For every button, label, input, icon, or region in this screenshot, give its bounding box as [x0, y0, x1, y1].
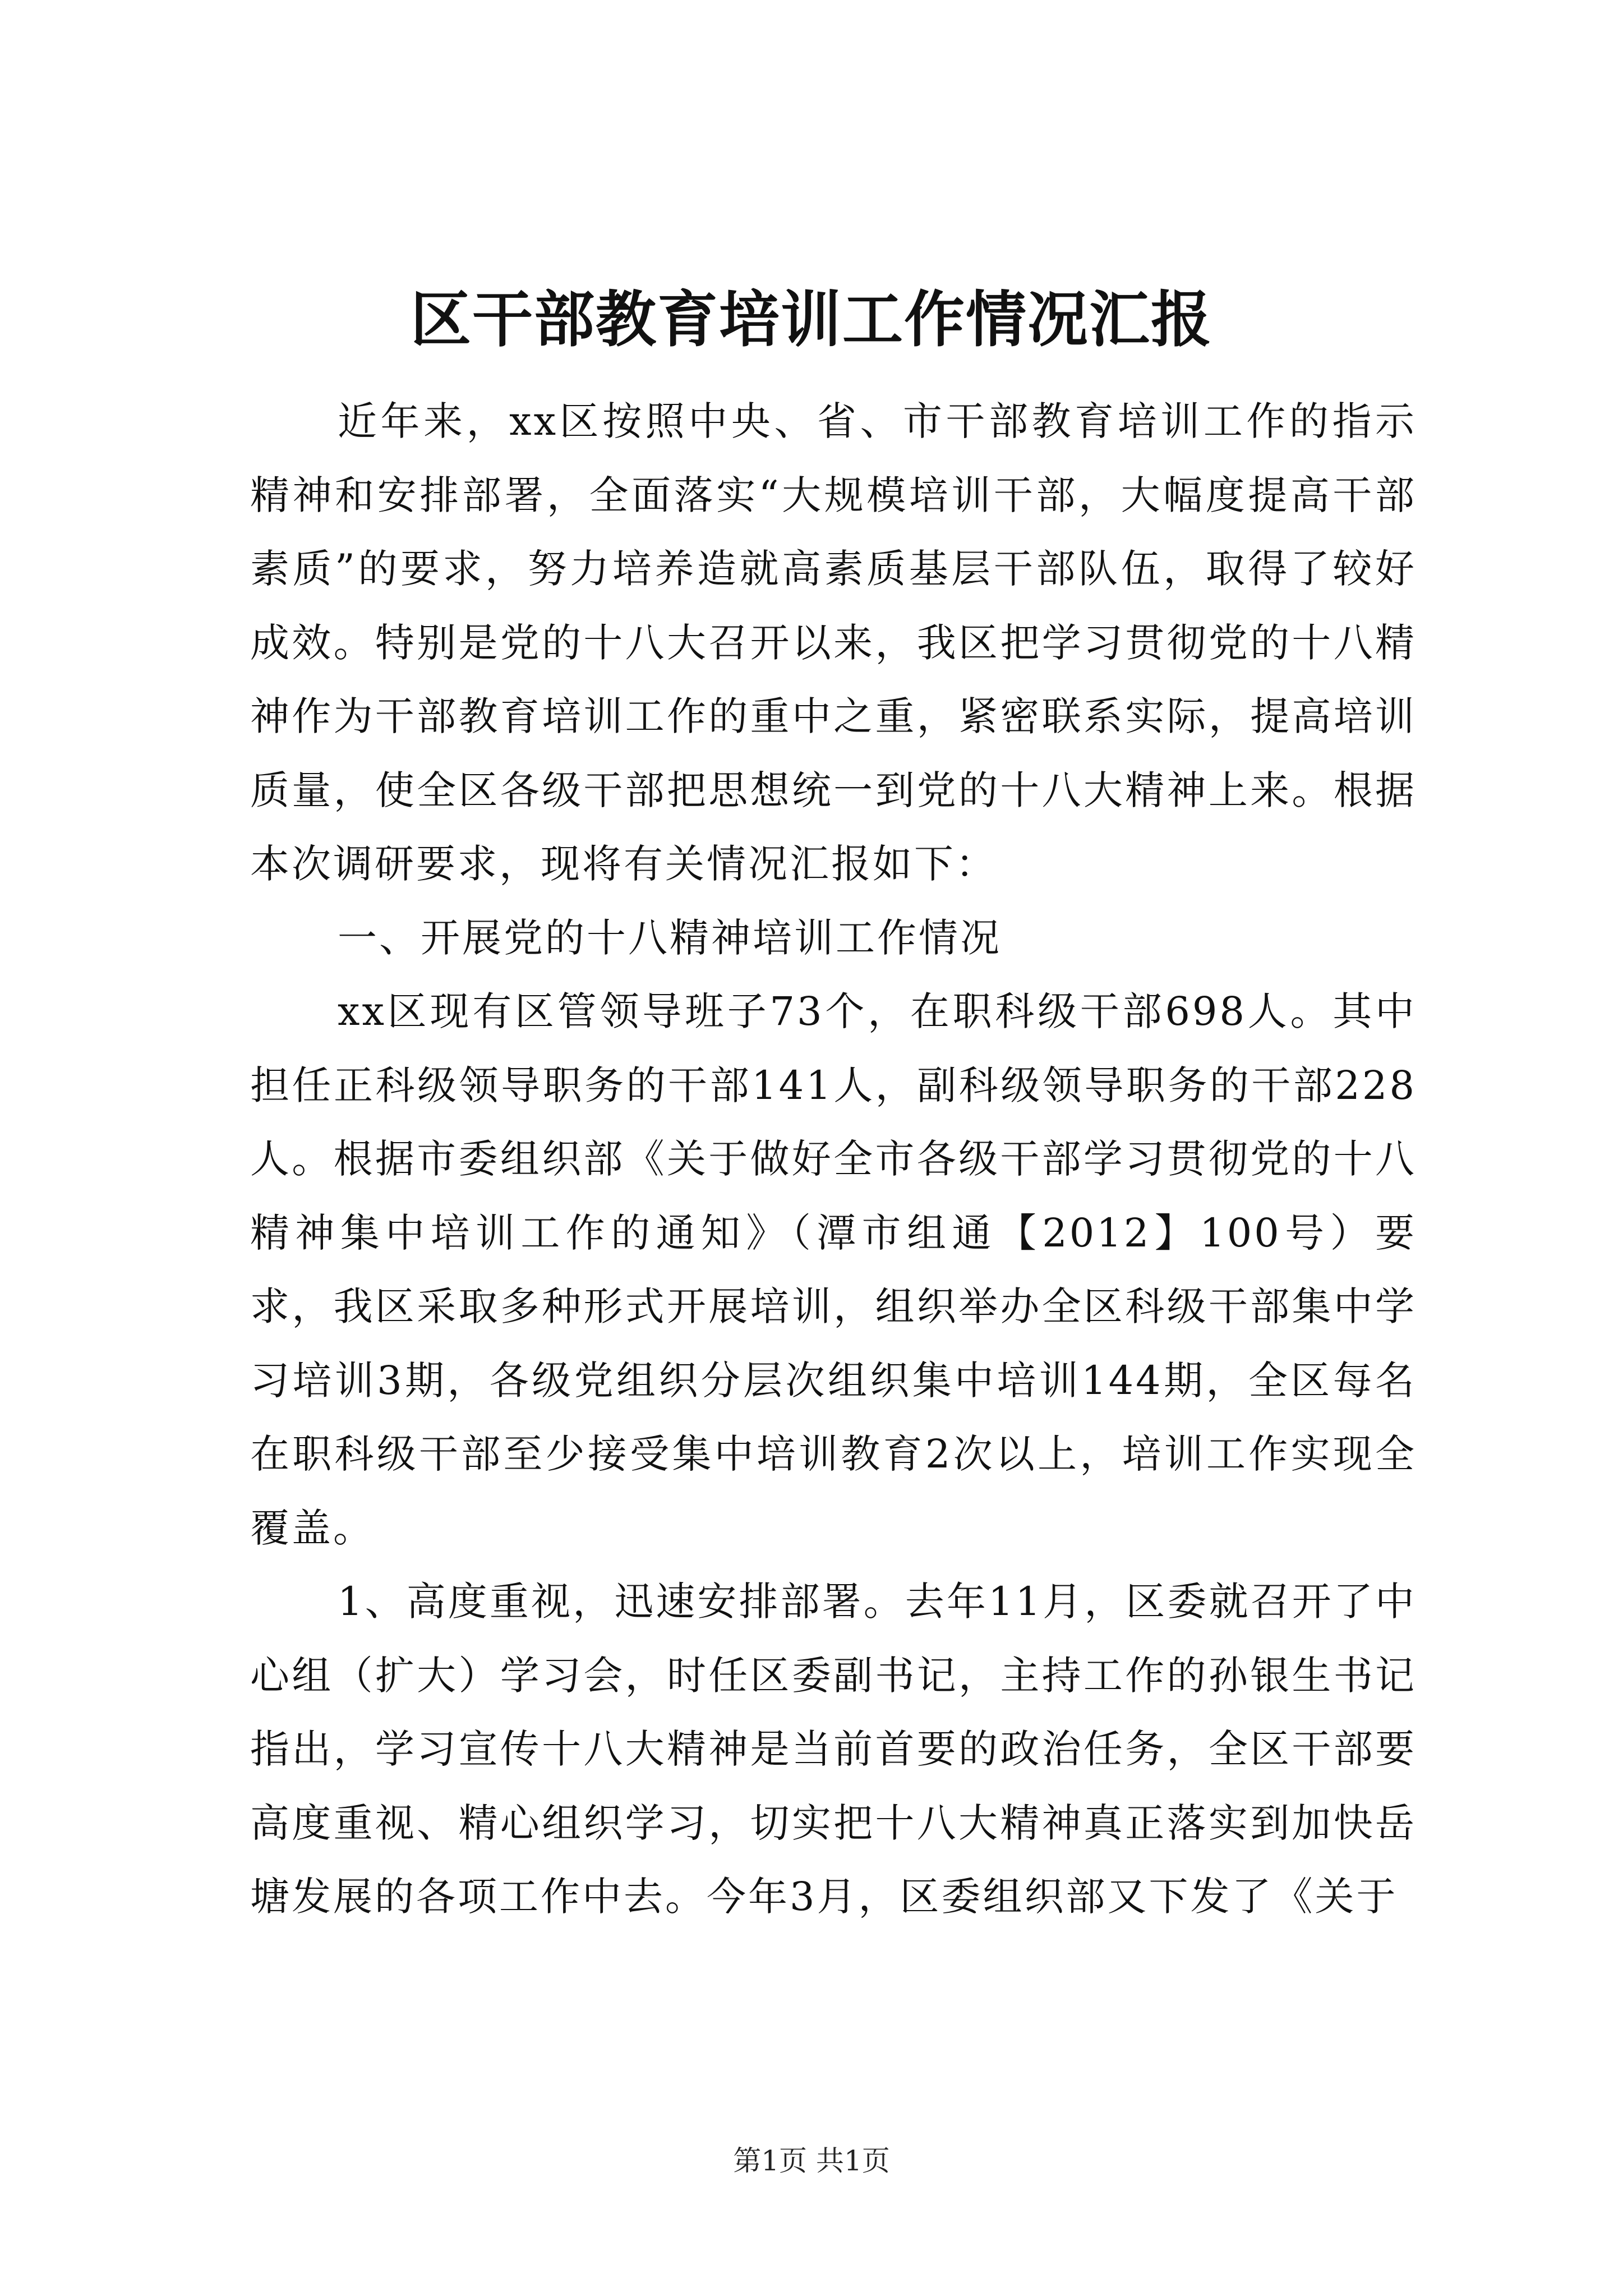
section-heading: 一、开展党的十八精神培训工作情况	[338, 914, 1002, 961]
document-title: 区干部教育培训工作情况汇报	[410, 284, 1212, 355]
document-body	[250, 385, 1417, 1934]
statistics-paragraph: xx区现有区管领导班子73个，在职科级干部698人。其中担任正科级领导职务的干部141人，副科级领导职务的干部228人。根据市委组织部《关于做好全市各级干部学习贯彻党的十八精神集中培训工作的通知》（潭市组通【2012】100号）要求，我区采取多种形式开展培训，组织举办全区科级干部集中学习培训3期，各级党组织分层次组织集中培训144期，全区每名在职科级干部至少接受集中培训教育2次以上，培训工作实现全覆盖。	[250, 988, 1417, 1551]
point-one-paragraph: 1、高度重视，迅速安排部署。去年11月，区委就召开了中心组（扩大）学习会，时任区委副书记，主持工作的孙银生书记指出，学习宣传十八大精神是当前首要的政治任务，全区干部要高度重视、精心组织学习，切实把十八大精神真正落实到加快岳塘发展的各项工作中去。今年3月，区委组织部又下发了《关于	[250, 1579, 1417, 1920]
intro-paragraph: 近年来，xx区按照中央、省、市干部教育培训工作的指示精神和安排部署，全面落实“大规模培训干部，大幅度提高干部素质”的要求，努力培养造就高素质基层干部队伍，取得了较好成效。特别是党的十八大召开以来，我区把学习贯彻党的十八精神作为干部教育培训工作的重中之重，紧密联系实际，提高培训质量，使全区各级干部把思想统一到党的十八大精神上来。根据本次调研要求，现将有关情况汇报如下：	[250, 398, 1417, 887]
page-footer: 第1页 共1页	[733, 2145, 890, 2177]
